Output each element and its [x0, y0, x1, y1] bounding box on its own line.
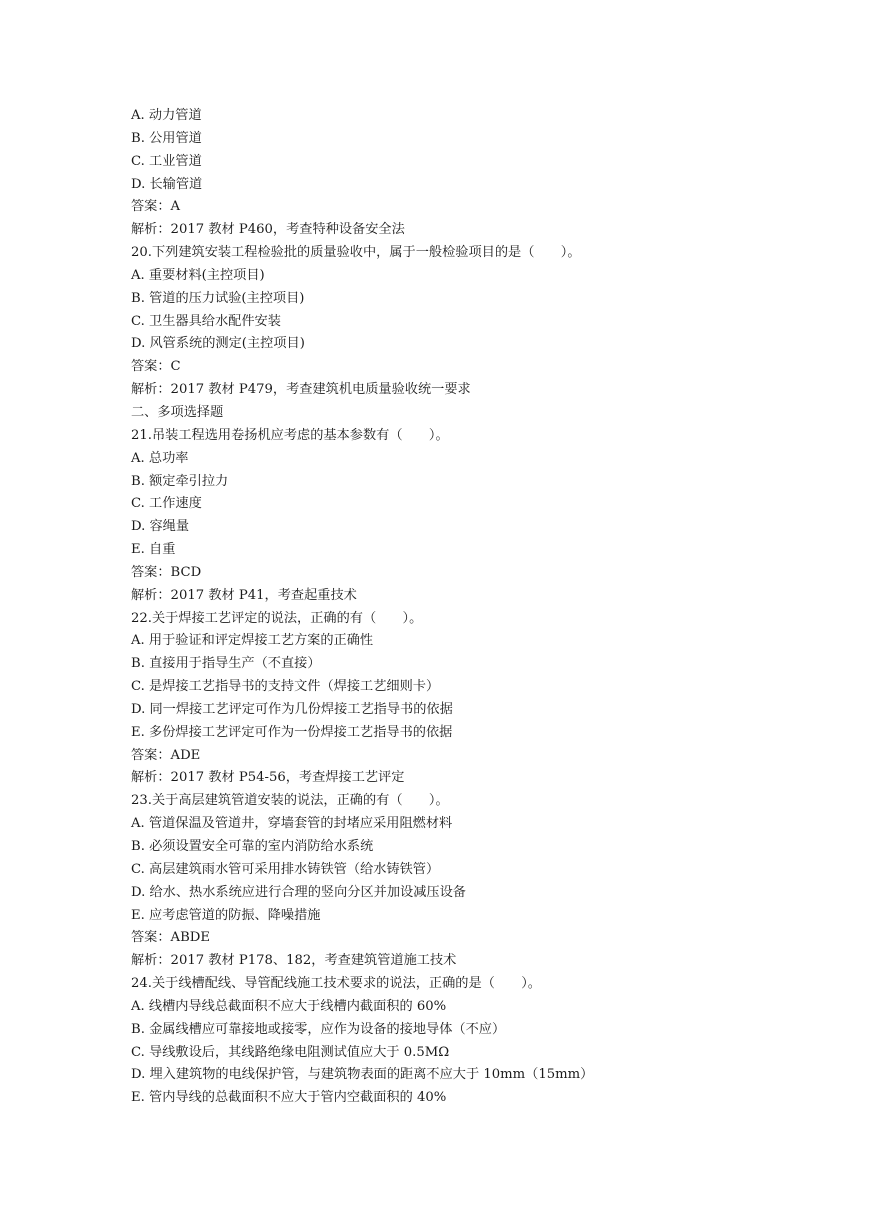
- option-e-q23: E. 应考虑管道的防振、降噪措施: [131, 907, 321, 923]
- option-c-q19: C. 工业管道: [131, 153, 202, 169]
- option-b-q19: B. 公用管道: [131, 130, 202, 146]
- option-d-q20: D. 风管系统的测定(主控项目): [131, 336, 305, 352]
- answer-q19: 答案：A: [131, 199, 181, 215]
- question-21: 21.吊装工程选用卷扬机应考虑的基本参数有（ ）。: [131, 427, 449, 443]
- answer-q21: 答案：BCD: [131, 564, 202, 580]
- option-c-q20: C. 卫生器具给水配件安装: [131, 313, 281, 329]
- question-20: 20.下列建筑安装工程检验批的质量验收中，属于一般检验项目的是（ ）。: [131, 245, 581, 261]
- option-b-q23: B. 必须设置安全可靠的室内消防给水系统: [131, 839, 374, 854]
- option-b-q22: B. 直接用于指导生产（不直接）: [131, 656, 321, 672]
- section-heading-multiple-choice: 二、多项选择题: [131, 404, 224, 420]
- option-c-q22: C. 是焊接工艺指导书的支持文件（焊接工艺细则卡）: [131, 679, 440, 695]
- answer-q23: 答案：ABDE: [131, 930, 210, 946]
- analysis-q23: 解析：2017 教材 P178、182，考查建筑管道施工技术: [131, 953, 457, 969]
- answer-q20: 答案：C: [131, 359, 181, 375]
- analysis-q21: 解析：2017 教材 P41，考查起重技术: [131, 587, 357, 603]
- option-b-q20: B. 管道的压力试验(主控项目): [131, 290, 305, 306]
- option-a-q19: A. 动力管道: [131, 108, 202, 123]
- option-b-q21: B. 额定牵引拉力: [131, 473, 229, 489]
- option-c-q23: C. 高层建筑雨水管可采用排水铸铁管（给水铸铁管）: [131, 861, 440, 877]
- analysis-q19: 解析：2017 教材 P460，考查特种设备安全法: [131, 222, 405, 238]
- answer-q22: 答案：ADE: [131, 747, 201, 763]
- option-e-q24: E. 管内导线的总截面积不应大于管内空截面积的 40%: [131, 1090, 447, 1106]
- question-23: 23.关于高层建筑管道安装的说法，正确的有（ ）。: [131, 793, 449, 809]
- option-c-q21: C. 工作速度: [131, 496, 202, 512]
- document-body: [131, 105, 831, 1110]
- option-e-q22: E. 多份焊接工艺评定可作为一份焊接工艺指导书的依据: [131, 724, 453, 740]
- question-22: 22.关于焊接工艺评定的说法，正确的有（ ）。: [131, 610, 423, 626]
- analysis-q20: 解析：2017 教材 P479，考查建筑机电质量验收统一要求: [131, 382, 471, 398]
- option-d-q19: D. 长输管道: [131, 176, 203, 192]
- option-d-q23: D. 给水、热水系统应进行合理的竖向分区并加设减压设备: [131, 884, 466, 900]
- option-a-q23: A. 管道保温及管道井，穿墙套管的封堵应采用阻燃材料: [131, 816, 453, 832]
- option-a-q24: A. 线槽内导线总截面积不应大于线槽内截面积的 60%: [131, 998, 447, 1014]
- option-a-q20: A. 重要材料(主控项目): [131, 267, 265, 283]
- option-d-q22: D. 同一焊接工艺评定可作为几份焊接工艺指导书的依据: [131, 701, 453, 717]
- option-c-q24: C. 导线敷设后，其线路绝缘电阻测试值应大于 0.5MΩ: [131, 1044, 450, 1060]
- question-24: 24.关于线槽配线、导管配线施工技术要求的说法，正确的是（ ）。: [131, 976, 541, 992]
- option-d-q24: D. 埋入建筑物的电线保护管，与建筑物表面的距离不应大于 10mm（15mm）: [131, 1067, 594, 1083]
- analysis-q22: 解析：2017 教材 P54-56，考查焊接工艺评定: [131, 770, 405, 786]
- option-e-q21: E. 自重: [131, 542, 176, 558]
- option-d-q21: D. 容绳量: [131, 519, 190, 535]
- option-a-q21: A. 总功率: [131, 450, 189, 466]
- option-a-q22: A. 用于验证和评定焊接工艺方案的正确性: [131, 633, 374, 649]
- option-b-q24: B. 金属线槽应可靠接地或接零，应作为设备的接地导体（不应）: [131, 1021, 506, 1037]
